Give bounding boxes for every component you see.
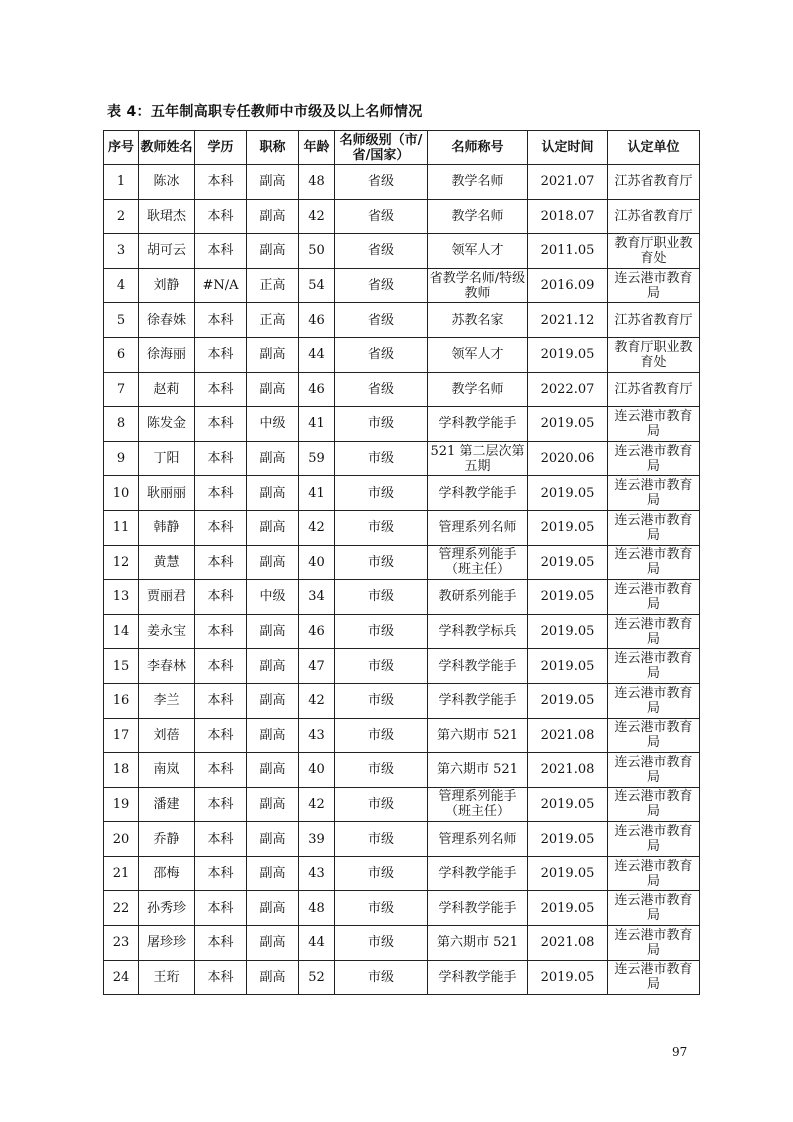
cell-title: 中级 xyxy=(247,580,299,615)
cell-date: 2018.07 xyxy=(528,199,608,234)
cell-date: 2019.05 xyxy=(528,407,608,442)
cell-education: 本科 xyxy=(195,960,247,995)
cell-teacher-name: 李春林 xyxy=(139,649,195,684)
cell-title: 副高 xyxy=(247,649,299,684)
cell-date: 2019.05 xyxy=(528,891,608,926)
cell-level: 市级 xyxy=(335,649,428,684)
cell-age: 59 xyxy=(299,441,335,476)
cell-date: 2021.08 xyxy=(528,718,608,753)
cell-title: 副高 xyxy=(247,614,299,649)
cell-education: 本科 xyxy=(195,926,247,961)
cell-teacher-name: 南岚 xyxy=(139,753,195,788)
cell-index: 22 xyxy=(104,891,139,926)
cell-level: 市级 xyxy=(335,787,428,822)
cell-education: 本科 xyxy=(195,303,247,338)
cell-date: 2021.12 xyxy=(528,303,608,338)
cell-index: 3 xyxy=(104,234,139,269)
cell-level: 市级 xyxy=(335,718,428,753)
cell-honor: 教研系列能手 xyxy=(428,580,528,615)
cell-education: #N/A xyxy=(195,268,247,303)
cell-index: 11 xyxy=(104,510,139,545)
cell-level: 市级 xyxy=(335,926,428,961)
cell-title: 副高 xyxy=(247,337,299,372)
cell-teacher-name: 乔静 xyxy=(139,822,195,857)
cell-education: 本科 xyxy=(195,510,247,545)
cell-level: 市级 xyxy=(335,891,428,926)
cell-index: 1 xyxy=(104,165,139,200)
cell-teacher-name: 韩静 xyxy=(139,510,195,545)
cell-title: 副高 xyxy=(247,510,299,545)
cell-issuer: 连云港市教育局 xyxy=(608,268,700,303)
table-body xyxy=(104,165,700,995)
cell-date: 2021.08 xyxy=(528,753,608,788)
cell-age: 43 xyxy=(299,718,335,753)
cell-issuer: 连云港市教育局 xyxy=(608,926,700,961)
cell-teacher-name: 屠珍珍 xyxy=(139,926,195,961)
cell-level: 省级 xyxy=(335,199,428,234)
cell-age: 43 xyxy=(299,856,335,891)
cell-title: 中级 xyxy=(247,407,299,442)
cell-age: 39 xyxy=(299,822,335,857)
cell-honor: 521 第二层次第五期 xyxy=(428,441,528,476)
cell-title: 副高 xyxy=(247,545,299,580)
cell-honor: 教学名师 xyxy=(428,165,528,200)
table-row xyxy=(104,856,700,891)
table-row xyxy=(104,234,700,269)
cell-level: 市级 xyxy=(335,510,428,545)
table-row xyxy=(104,926,700,961)
cell-title: 副高 xyxy=(247,891,299,926)
cell-index: 19 xyxy=(104,787,139,822)
cell-issuer: 连云港市教育局 xyxy=(608,545,700,580)
cell-issuer: 江苏省教育厅 xyxy=(608,372,700,407)
cell-issuer: 连云港市教育局 xyxy=(608,891,700,926)
cell-age: 42 xyxy=(299,510,335,545)
table-row xyxy=(104,960,700,995)
cell-age: 54 xyxy=(299,268,335,303)
cell-honor: 第六期市 521 xyxy=(428,718,528,753)
cell-title: 副高 xyxy=(247,960,299,995)
cell-index: 12 xyxy=(104,545,139,580)
header-age: 年龄 xyxy=(299,131,335,165)
table-row xyxy=(104,614,700,649)
cell-level: 市级 xyxy=(335,822,428,857)
cell-honor: 教学名师 xyxy=(428,199,528,234)
cell-teacher-name: 刘静 xyxy=(139,268,195,303)
cell-title: 副高 xyxy=(247,234,299,269)
cell-teacher-name: 王珩 xyxy=(139,960,195,995)
cell-title: 副高 xyxy=(247,718,299,753)
cell-education: 本科 xyxy=(195,822,247,857)
cell-honor: 学科教学能手 xyxy=(428,649,528,684)
cell-honor: 学科教学能手 xyxy=(428,891,528,926)
header-teacher-name: 教师姓名 xyxy=(139,131,195,165)
cell-education: 本科 xyxy=(195,649,247,684)
cell-education: 本科 xyxy=(195,441,247,476)
table-row xyxy=(104,268,700,303)
cell-date: 2011.05 xyxy=(528,234,608,269)
cell-date: 2022.07 xyxy=(528,372,608,407)
cell-date: 2021.08 xyxy=(528,926,608,961)
table-row xyxy=(104,407,700,442)
teacher-table xyxy=(103,130,700,995)
cell-issuer: 江苏省教育厅 xyxy=(608,303,700,338)
cell-title: 副高 xyxy=(247,926,299,961)
cell-issuer: 教育厅职业教育处 xyxy=(608,337,700,372)
cell-age: 42 xyxy=(299,683,335,718)
cell-honor: 学科教学能手 xyxy=(428,960,528,995)
cell-index: 17 xyxy=(104,718,139,753)
cell-index: 18 xyxy=(104,753,139,788)
cell-honor: 领军人才 xyxy=(428,234,528,269)
cell-index: 8 xyxy=(104,407,139,442)
cell-education: 本科 xyxy=(195,753,247,788)
cell-level: 省级 xyxy=(335,268,428,303)
cell-index: 7 xyxy=(104,372,139,407)
cell-level: 省级 xyxy=(335,234,428,269)
cell-date: 2019.05 xyxy=(528,960,608,995)
cell-issuer: 连云港市教育局 xyxy=(608,510,700,545)
cell-level: 省级 xyxy=(335,303,428,338)
cell-title: 副高 xyxy=(247,822,299,857)
table-row xyxy=(104,510,700,545)
cell-date: 2019.05 xyxy=(528,337,608,372)
table-row xyxy=(104,303,700,338)
cell-teacher-name: 丁阳 xyxy=(139,441,195,476)
cell-age: 46 xyxy=(299,372,335,407)
table-row xyxy=(104,165,700,200)
cell-teacher-name: 李兰 xyxy=(139,683,195,718)
cell-index: 20 xyxy=(104,822,139,857)
cell-education: 本科 xyxy=(195,372,247,407)
cell-date: 2019.05 xyxy=(528,510,608,545)
cell-education: 本科 xyxy=(195,614,247,649)
cell-teacher-name: 姜永宝 xyxy=(139,614,195,649)
cell-honor: 学科教学标兵 xyxy=(428,614,528,649)
cell-teacher-name: 邵梅 xyxy=(139,856,195,891)
cell-index: 10 xyxy=(104,476,139,511)
table-row xyxy=(104,891,700,926)
cell-title: 副高 xyxy=(247,476,299,511)
table-row xyxy=(104,580,700,615)
header-date: 认定时间 xyxy=(528,131,608,165)
cell-education: 本科 xyxy=(195,545,247,580)
table-row xyxy=(104,718,700,753)
cell-teacher-name: 徐春姝 xyxy=(139,303,195,338)
cell-level: 市级 xyxy=(335,960,428,995)
cell-issuer: 江苏省教育厅 xyxy=(608,199,700,234)
cell-issuer: 教育厅职业教育处 xyxy=(608,234,700,269)
cell-date: 2019.05 xyxy=(528,787,608,822)
cell-age: 46 xyxy=(299,614,335,649)
cell-index: 16 xyxy=(104,683,139,718)
cell-education: 本科 xyxy=(195,891,247,926)
cell-index: 15 xyxy=(104,649,139,684)
cell-date: 2016.09 xyxy=(528,268,608,303)
cell-age: 44 xyxy=(299,337,335,372)
cell-level: 市级 xyxy=(335,407,428,442)
cell-education: 本科 xyxy=(195,234,247,269)
cell-date: 2019.05 xyxy=(528,683,608,718)
cell-honor: 管理系列名师 xyxy=(428,822,528,857)
cell-honor: 省教学名师/特级教师 xyxy=(428,268,528,303)
cell-issuer: 连云港市教育局 xyxy=(608,753,700,788)
cell-issuer: 连云港市教育局 xyxy=(608,441,700,476)
cell-age: 42 xyxy=(299,787,335,822)
cell-honor: 管理系列名师 xyxy=(428,510,528,545)
cell-index: 4 xyxy=(104,268,139,303)
cell-teacher-name: 陈冰 xyxy=(139,165,195,200)
cell-title: 副高 xyxy=(247,787,299,822)
cell-teacher-name: 耿丽丽 xyxy=(139,476,195,511)
cell-level: 省级 xyxy=(335,337,428,372)
cell-level: 省级 xyxy=(335,372,428,407)
cell-education: 本科 xyxy=(195,683,247,718)
header-title: 职称 xyxy=(247,131,299,165)
table-row xyxy=(104,545,700,580)
cell-issuer: 连云港市教育局 xyxy=(608,476,700,511)
cell-teacher-name: 贾丽君 xyxy=(139,580,195,615)
cell-honor: 学科教学能手 xyxy=(428,856,528,891)
cell-date: 2019.05 xyxy=(528,476,608,511)
cell-education: 本科 xyxy=(195,199,247,234)
table-row xyxy=(104,337,700,372)
cell-index: 6 xyxy=(104,337,139,372)
table-row xyxy=(104,441,700,476)
header-issuer: 认定单位 xyxy=(608,131,700,165)
cell-honor: 学科教学能手 xyxy=(428,476,528,511)
table-row xyxy=(104,372,700,407)
cell-teacher-name: 潘建 xyxy=(139,787,195,822)
cell-age: 52 xyxy=(299,960,335,995)
cell-honor: 苏教名家 xyxy=(428,303,528,338)
cell-honor: 学科教学能手 xyxy=(428,683,528,718)
cell-teacher-name: 黄慧 xyxy=(139,545,195,580)
table-row xyxy=(104,787,700,822)
cell-level: 市级 xyxy=(335,545,428,580)
cell-honor: 第六期市 521 xyxy=(428,926,528,961)
cell-title: 副高 xyxy=(247,441,299,476)
cell-teacher-name: 徐海丽 xyxy=(139,337,195,372)
cell-title: 副高 xyxy=(247,753,299,788)
table-row xyxy=(104,822,700,857)
cell-title: 副高 xyxy=(247,372,299,407)
cell-level: 市级 xyxy=(335,856,428,891)
table-row xyxy=(104,753,700,788)
cell-date: 2019.05 xyxy=(528,856,608,891)
cell-honor: 管理系列能手（班主任） xyxy=(428,787,528,822)
cell-title: 副高 xyxy=(247,199,299,234)
cell-age: 34 xyxy=(299,580,335,615)
cell-teacher-name: 耿珺杰 xyxy=(139,199,195,234)
cell-age: 44 xyxy=(299,926,335,961)
cell-date: 2021.07 xyxy=(528,165,608,200)
cell-honor: 第六期市 521 xyxy=(428,753,528,788)
cell-level: 市级 xyxy=(335,580,428,615)
cell-age: 46 xyxy=(299,303,335,338)
cell-age: 41 xyxy=(299,407,335,442)
table-caption: 表 4：五年制高职专任教师中市级及以上名师情况 xyxy=(107,104,423,120)
cell-title: 副高 xyxy=(247,165,299,200)
cell-index: 23 xyxy=(104,926,139,961)
cell-education: 本科 xyxy=(195,407,247,442)
cell-level: 市级 xyxy=(335,476,428,511)
cell-index: 13 xyxy=(104,580,139,615)
cell-date: 2019.05 xyxy=(528,545,608,580)
cell-age: 47 xyxy=(299,649,335,684)
cell-age: 42 xyxy=(299,199,335,234)
cell-teacher-name: 陈发金 xyxy=(139,407,195,442)
cell-issuer: 连云港市教育局 xyxy=(608,407,700,442)
cell-date: 2019.05 xyxy=(528,822,608,857)
cell-title: 副高 xyxy=(247,856,299,891)
cell-teacher-name: 赵莉 xyxy=(139,372,195,407)
cell-issuer: 连云港市教育局 xyxy=(608,960,700,995)
header-index: 序号 xyxy=(104,131,139,165)
cell-index: 21 xyxy=(104,856,139,891)
header-honor: 名师称号 xyxy=(428,131,528,165)
cell-level: 省级 xyxy=(335,165,428,200)
cell-age: 40 xyxy=(299,545,335,580)
cell-index: 14 xyxy=(104,614,139,649)
cell-index: 5 xyxy=(104,303,139,338)
table-header-row xyxy=(104,131,700,165)
cell-issuer: 连云港市教育局 xyxy=(608,580,700,615)
cell-issuer: 江苏省教育厅 xyxy=(608,165,700,200)
cell-age: 48 xyxy=(299,891,335,926)
cell-age: 48 xyxy=(299,165,335,200)
cell-date: 2019.05 xyxy=(528,614,608,649)
cell-honor: 教学名师 xyxy=(428,372,528,407)
cell-issuer: 连云港市教育局 xyxy=(608,822,700,857)
cell-index: 24 xyxy=(104,960,139,995)
cell-honor: 学科教学能手 xyxy=(428,407,528,442)
cell-title: 副高 xyxy=(247,683,299,718)
cell-education: 本科 xyxy=(195,856,247,891)
cell-date: 2020.06 xyxy=(528,441,608,476)
table-row xyxy=(104,649,700,684)
cell-education: 本科 xyxy=(195,718,247,753)
cell-issuer: 连云港市教育局 xyxy=(608,787,700,822)
cell-teacher-name: 孙秀珍 xyxy=(139,891,195,926)
cell-issuer: 连云港市教育局 xyxy=(608,649,700,684)
cell-age: 41 xyxy=(299,476,335,511)
cell-honor: 管理系列能手（班主任） xyxy=(428,545,528,580)
cell-title: 正高 xyxy=(247,268,299,303)
cell-level: 市级 xyxy=(335,614,428,649)
cell-age: 40 xyxy=(299,753,335,788)
cell-age: 50 xyxy=(299,234,335,269)
cell-level: 市级 xyxy=(335,441,428,476)
cell-title: 正高 xyxy=(247,303,299,338)
cell-teacher-name: 刘蓓 xyxy=(139,718,195,753)
cell-education: 本科 xyxy=(195,165,247,200)
cell-education: 本科 xyxy=(195,580,247,615)
table-row xyxy=(104,476,700,511)
cell-issuer: 连云港市教育局 xyxy=(608,718,700,753)
cell-date: 2019.05 xyxy=(528,580,608,615)
cell-level: 市级 xyxy=(335,683,428,718)
cell-issuer: 连云港市教育局 xyxy=(608,614,700,649)
cell-index: 2 xyxy=(104,199,139,234)
cell-date: 2019.05 xyxy=(528,649,608,684)
cell-issuer: 连云港市教育局 xyxy=(608,683,700,718)
cell-education: 本科 xyxy=(195,476,247,511)
cell-education: 本科 xyxy=(195,337,247,372)
header-education: 学历 xyxy=(195,131,247,165)
cell-education: 本科 xyxy=(195,787,247,822)
cell-honor: 领军人才 xyxy=(428,337,528,372)
cell-level: 市级 xyxy=(335,753,428,788)
table-row xyxy=(104,683,700,718)
cell-issuer: 连云港市教育局 xyxy=(608,856,700,891)
table-row xyxy=(104,199,700,234)
cell-teacher-name: 胡可云 xyxy=(139,234,195,269)
page-number: 97 xyxy=(672,1045,688,1059)
cell-index: 9 xyxy=(104,441,139,476)
header-level: 名师级别（市/省/国家） xyxy=(335,131,428,165)
